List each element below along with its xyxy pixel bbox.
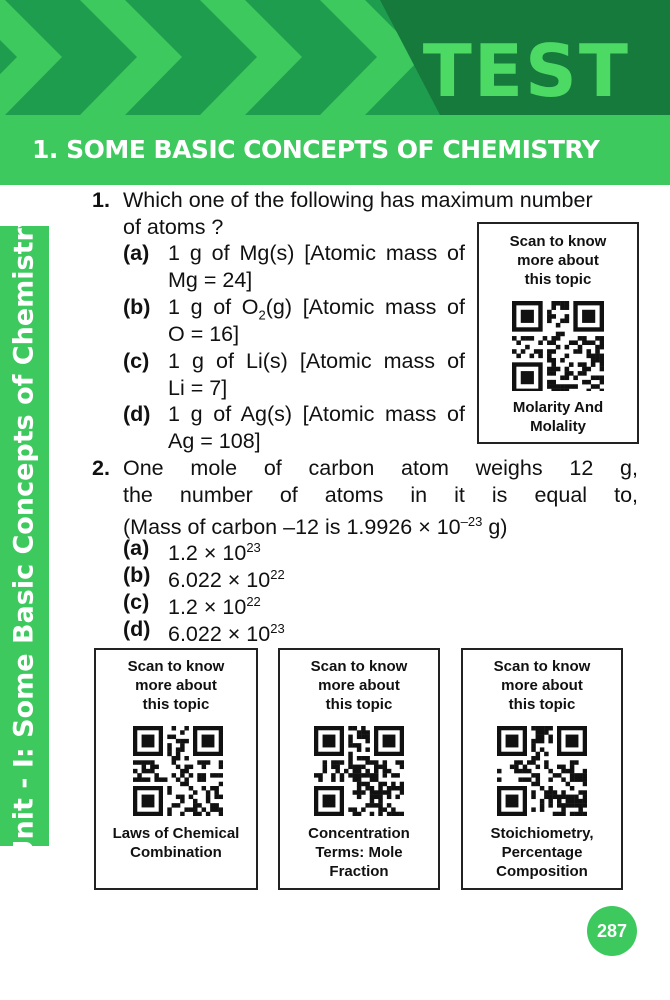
qr-topic-line: Fraction: [329, 863, 389, 880]
qr-head-line: Scan to know: [493, 658, 591, 675]
qr-topic-line: Concentration: [308, 825, 410, 842]
q1-option-a-line2: Mg = 24]: [168, 268, 253, 292]
q1-option-c-line1: 1 g of Li(s) [Atomic mass of: [168, 349, 465, 373]
q2-option-c-label: (c): [123, 590, 150, 614]
qr-topic-line: Stoichiometry,: [490, 825, 594, 842]
qr-head-line: this topic: [142, 696, 210, 713]
q1-option-d-line2: Ag = 108]: [168, 429, 261, 453]
q1-line1: Which one of the following has maximum number: [123, 188, 593, 212]
q2-option-c-value: $1.2 \times 10^{22}$: [168, 594, 261, 620]
q2-option-d-label: (d): [123, 617, 151, 641]
qr-box-laws[interactable]: [94, 648, 258, 890]
qr-head-line: more about: [501, 677, 583, 694]
q1-option-c-label: (c): [123, 349, 150, 373]
chapter-title: 1. SOME BASIC CONCEPTS OF CHEMISTRY: [32, 135, 600, 164]
qr-topic-line: Laws of Chemical: [112, 825, 240, 842]
qr-head-line: Scan to know: [310, 658, 408, 675]
qr-topic-line: Composition: [496, 863, 588, 880]
q2-option-b-value: $6.022 \times 10^{22}$: [168, 567, 285, 593]
qr-topic-line: Terms: Mole: [315, 844, 403, 861]
qr-head-line: more about: [135, 677, 217, 694]
qr-code-icon[interactable]: [133, 726, 223, 816]
q1-option-b-line2: O = 16]: [168, 322, 240, 346]
test-badge: TEST: [422, 29, 630, 113]
q1-option-a-line1: 1 g of Mg(s) [Atomic mass of: [168, 241, 465, 265]
unit-label: Unit - I: Some Basic Concepts of Chemistry: [8, 210, 40, 862]
qr-box-molarity[interactable]: [477, 222, 639, 444]
q2-line3: (Mass of carbon –12 is $1.9926 \times 10^{-23}$ g): [123, 514, 508, 540]
page-number: 287: [596, 921, 628, 941]
q2-option-a-value: $1.2 \times 10^{23}$: [168, 540, 261, 566]
q1-number: 1.: [92, 188, 110, 212]
q1-option-c-line2: Li = 7]: [168, 376, 228, 400]
qr-box-concentration[interactable]: [278, 648, 440, 890]
qr-box-stoichiometry[interactable]: [461, 648, 623, 890]
qr-topic-line: Molality: [530, 418, 586, 435]
q1-option-b-label: (b): [123, 295, 151, 319]
qr-head-line: this topic: [508, 696, 576, 713]
q2-option-d-value: $6.022 \times 10^{23}$: [168, 621, 285, 647]
q1-option-d-label: (d): [123, 402, 151, 426]
qr-topic-line: Combination: [130, 844, 222, 861]
q2-line2: the number of atoms in it is equal to,: [123, 483, 638, 507]
qr-head-line: this topic: [325, 696, 393, 713]
qr-head-line: more about: [517, 252, 599, 269]
qr-code-icon[interactable]: [497, 726, 587, 816]
qr-topic-line: Molarity And: [512, 399, 604, 416]
qr-topic-line: Percentage: [501, 844, 583, 861]
qr-code-icon[interactable]: [512, 301, 604, 391]
q1-option-d-line1: 1 g of Ag(s) [Atomic mass of: [168, 402, 465, 426]
qr-head-line: Scan to know: [509, 233, 607, 250]
qr-head-line: Scan to know: [127, 658, 225, 675]
qr-code-icon[interactable]: [314, 726, 404, 816]
q2-number: 2.: [92, 456, 110, 480]
qr-head-line: more about: [318, 677, 400, 694]
qr-head-line: this topic: [524, 271, 592, 288]
q1-option-b-line1: 1 g of $O_2(g)$ [Atomic mass of: [168, 295, 465, 323]
q2-line1: One mole of carbon atom weighs 12 g,: [123, 456, 638, 480]
q1-option-a-label: (a): [123, 241, 150, 265]
q2-option-b-label: (b): [123, 563, 151, 587]
q1-line2: of atoms ?: [123, 215, 224, 239]
q2-option-a-label: (a): [123, 536, 150, 560]
